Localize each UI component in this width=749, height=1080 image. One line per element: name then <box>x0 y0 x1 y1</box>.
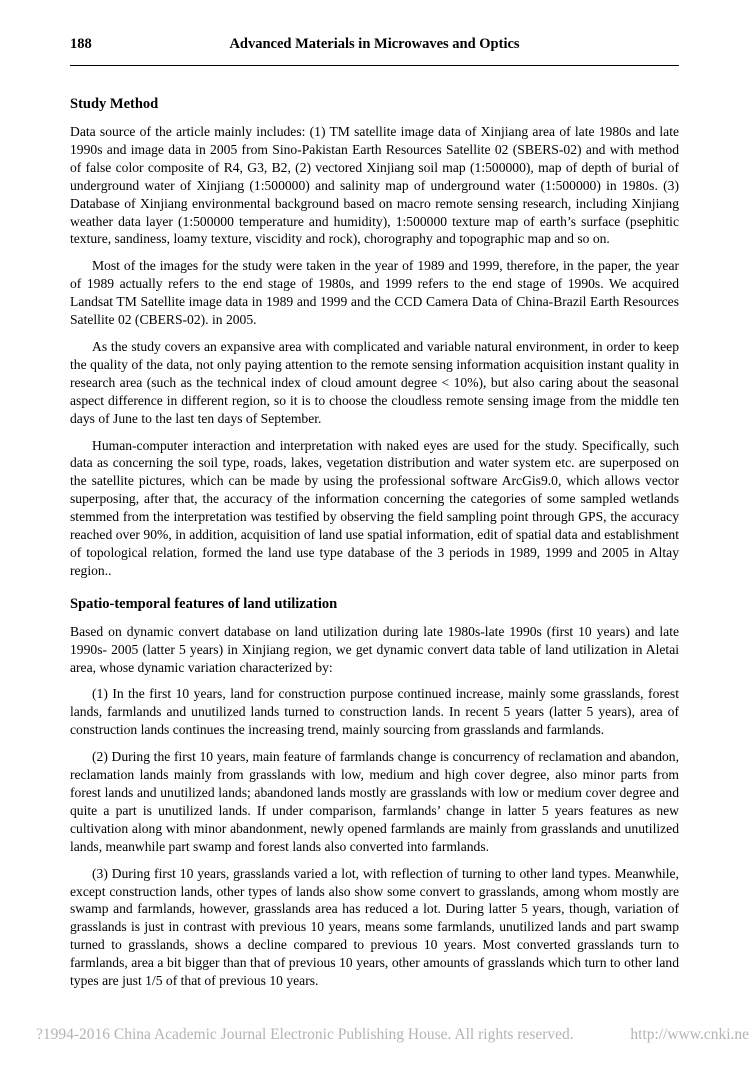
paragraph: As the study covers an expansive area with complicated and variable natural environment, in order to keep the quality of the data, not only paying attention to the remote sensing information acquisition instant quality in research area (such as the technical index of cloud amount degree < 10%), but also caring about the seasonal aspect difference in different region, so it is to choose the cloudless remote sensing image from the middle ten days of June to the last ten days of September. <box>70 338 679 426</box>
paragraph: (3) During first 10 years, grasslands varied a lot, with reflection of turning to other land types. Meanwhile, except construction lands, other types of lands also show some convert to grasslands, among whom mostly are swamp and farmlands, however, grasslands area has reduced a lot. During latter 5 years, though, variation of grasslands is just in contrast with previous 10 years, means some farmlands, unutilized lands and part swamp turned to grasslands, shows a decline compared to previous 10 years. Most converted grasslands turn to farmlands, area a bit bigger than that of previous 10 years, other amounts of grasslands which turn to other land types are just 1/5 of that of previous 10 years. <box>70 865 679 989</box>
paragraph: (1) In the first 10 years, land for construction purpose continued increase, mainly some grasslands, forest lands, farmlands and unutilized lands turned to construction lands. In recent 5 years (latter 5 years), area of construction lands continues the increasing trend, mainly sourcing from grasslands and farmlands. <box>70 686 679 738</box>
page-content <box>0 96 749 990</box>
watermark-footer <box>36 1026 749 1044</box>
running-title: Advanced Materials in Microwaves and Optics <box>229 36 520 52</box>
section-heading-spatio-temporal: Spatio-temporal features of land utilization <box>70 595 338 612</box>
paragraph: (2) During the first 10 years, main feature of farmlands change is concurrency of reclamation and abandon, reclamation lands mainly from grasslands with low, medium and high cover degree, also minor parts from forest lands and unutilized lands; abandoned lands mostly are grasslands with low or medium cover degree and quite a part is unutilized lands. If under comparison, farmlands’ change in latter 5 years features as new cultivation along with minor abandonment, newly opened farmlands are mainly from grasslands and unutilized lands, meanwhile part swamp and forest lands also converted into farmlands. <box>70 749 679 854</box>
section-heading-study-method: Study Method <box>70 96 159 112</box>
paragraph: Based on dynamic convert database on land utilization during late 1980s-late 1990s (first 10 years) and late 1990s- 2005 (latter 5 years) in Xinjiang region, we get dynamic convert data table of land utilization in Aletai area, whose dynamic variation characterized by: <box>70 623 679 675</box>
paragraph: Data source of the article mainly includes: (1) TM satellite image data of Xinjiang area of late 1980s and late 1990s and image data in 2005 from Sino-Pakistan Earth Resources Satellite 02 (SBERS-02) and with method of false color composite of R4, G3, B2, (2) vectored Xinjiang soil map (1:500000), map of depth of burial of underground water of Xinjiang (1:500000) and salinity map of underground water (1:500000) in 1980s. (3) Database of Xinjiang environmental background based on macro remote sensing research, including Xinjiang weather data layer (1:500000 temperature and humidity), 1:500000 texture map of earth’s surface (psephitic texture, sandiness, loamy texture, viscidity and rock), chorography and topographic map and so on. <box>70 124 679 247</box>
copyright-text: ?1994-2016 China Academic Journal Electronic Publishing House. All rights reserved. <box>36 1026 574 1043</box>
page-number: 188 <box>70 36 92 52</box>
paragraph: Human-computer interaction and interpretation with naked eyes are used for the study. Specifically, such data as concerning the soil type, roads, lakes, vegetation distribution and water system etc. are superposed on the satellite pictures, which can be made by using the professional software ArcGis9.0, which allows vector superposing, after that, the accuracy of the information concerning the categories of some sampled wetlands stemmed from the interpretation was testified by observing the field sampling point through GPS, the accuracy reached over 90%, in addition, acquisition of land use spatial information, edit of spatial data and establishment of topological relation, formed the land use type database of the 3 periods in 1989, 1999 and 2005 in Altay region.. <box>70 437 679 578</box>
paragraph: Most of the images for the study were taken in the year of 1989 and 1999, therefore, in the paper, the year of 1989 actually refers to the end stage of 1980s, and 1999 refers to the end stage of 1990s. We acquired Landsat TM Satellite image data in 1989 and 1999 and the CCD Camera Data of China-Brazil Earth Resources Satellite 02 (CBERS-02). in 2005. <box>70 258 679 328</box>
publisher-url: http://www.cnki.ne <box>630 1026 749 1043</box>
page-header <box>0 0 749 66</box>
header-rule <box>70 65 679 66</box>
